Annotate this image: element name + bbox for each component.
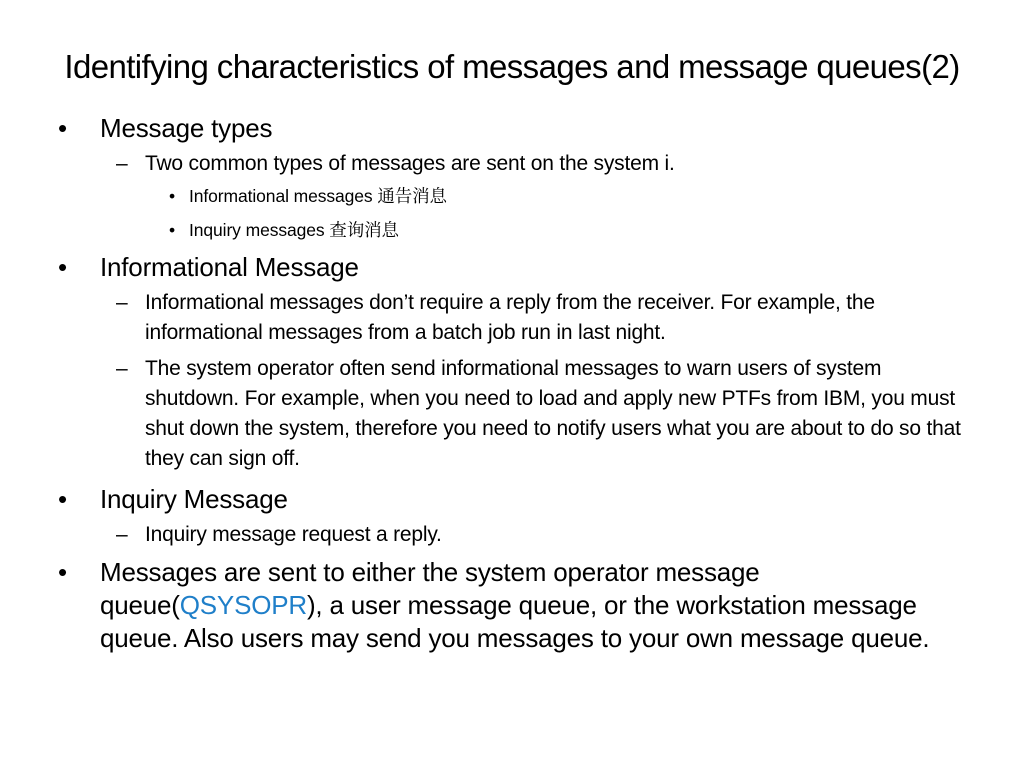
sub-bullet-operator-warning bbox=[116, 354, 975, 474]
sub-bullet-text: Informational messages don’t require a reply from the receiver. For example, the informational messages from a batch job run in last night. bbox=[145, 291, 875, 344]
dash-icon: – bbox=[116, 523, 128, 546]
bullet-icon: • bbox=[169, 220, 176, 240]
bullet-inquiry-message bbox=[58, 483, 988, 516]
bullet-icon: • bbox=[58, 557, 67, 587]
bullet-icon: • bbox=[58, 252, 67, 282]
sub-bullet-inquiry-reply bbox=[116, 520, 975, 550]
slide-content bbox=[58, 112, 988, 655]
dash-icon: – bbox=[116, 152, 128, 175]
bullet-heading: Informational Message bbox=[100, 252, 359, 282]
bullet-icon: • bbox=[58, 113, 67, 143]
list-item-text: Inquiry messages 查询消息 bbox=[189, 220, 399, 240]
bullet-informational-message bbox=[58, 251, 988, 284]
dash-icon: – bbox=[116, 291, 128, 314]
sub-bullet-text: The system operator often send informational messages to warn users of system shutdown. For example, when you need to load and apply new PTFs from IBM, you must shut down the system, therefore you need to notify users what you are about to do so that they can sign off. bbox=[145, 357, 961, 470]
queues-text-before: Messages are sent to either the system operator message queue( bbox=[100, 557, 760, 620]
bullet-icon: • bbox=[58, 484, 67, 514]
bullet-message-queues bbox=[58, 556, 988, 655]
list-item-informational bbox=[169, 179, 988, 213]
sub-bullet-text: Two common types of messages are sent on the system i. bbox=[145, 152, 675, 175]
queues-text-after: ), a user message queue, or the workstation message queue. Also users may send you messages to your own message queue. bbox=[100, 590, 930, 653]
sub-bullet-text: Inquiry message request a reply. bbox=[145, 523, 442, 546]
bullet-heading: Message types bbox=[100, 113, 273, 143]
list-item-inquiry bbox=[169, 213, 988, 247]
bullet-message-types bbox=[58, 112, 988, 145]
sub-bullet-message-types bbox=[116, 149, 975, 179]
bullet-icon: • bbox=[169, 186, 176, 206]
sub-bullet-no-reply bbox=[116, 288, 975, 348]
list-item-text: Informational messages 通告消息 bbox=[189, 186, 447, 206]
qsysopr-link[interactable]: QSYSOPR bbox=[179, 590, 307, 620]
slide-title: Identifying characteristics of messages and message queues(2) bbox=[64, 48, 960, 85]
bullet-heading: Inquiry Message bbox=[100, 484, 288, 514]
dash-icon: – bbox=[116, 357, 128, 380]
